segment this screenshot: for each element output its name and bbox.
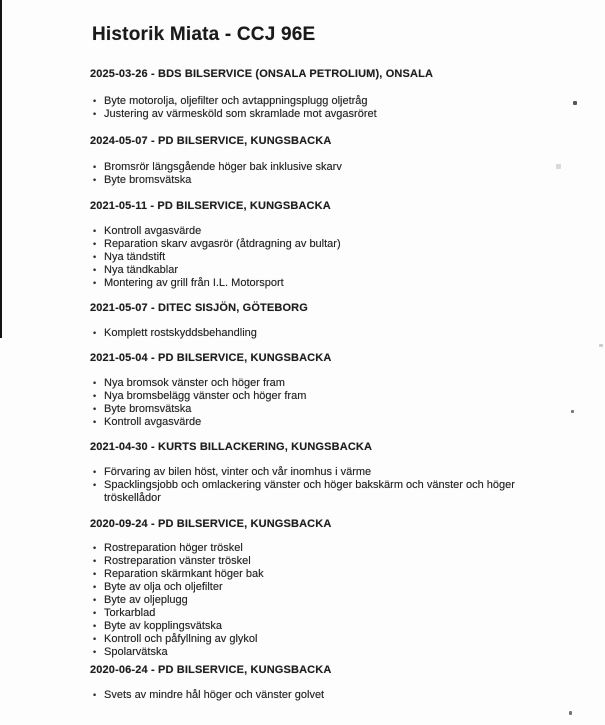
- service-item: • Justering av värmesköld som skramlade mot avgasröret: [90, 108, 522, 121]
- service-heading: 2024-05-07 - PD BILSERVICE, KUNGSBACKA: [90, 135, 332, 147]
- service-item: • Montering av grill från I.L. Motorsport: [90, 277, 522, 290]
- service-entry-2021-05-11: [90, 200, 550, 290]
- scan-speck: [569, 711, 572, 715]
- service-item: • Reparation skärmkant höger bak: [90, 568, 522, 581]
- service-entry-2020-09-24: [90, 518, 550, 659]
- service-heading: 2021-05-07 - DITEC SISJÖN, GÖTEBORG: [90, 302, 308, 314]
- service-item: • Byte av olja och oljefilter: [90, 581, 522, 594]
- service-item: • Byte bromsvätska: [90, 174, 522, 187]
- service-item: • Torkarblad: [90, 607, 522, 620]
- service-items: [90, 466, 522, 505]
- service-items: [90, 689, 522, 702]
- service-item: • Kontroll avgasvärde: [90, 416, 522, 429]
- service-item: • Spolarvätska: [90, 646, 522, 659]
- service-items: [90, 95, 522, 121]
- scan-speck: [556, 164, 561, 169]
- service-entry-2021-05-04: [90, 352, 550, 429]
- service-entry-2020-06-24: [90, 664, 550, 702]
- service-entry-2021-05-07: [90, 302, 550, 340]
- service-item: • Byte av kopplingsvätska: [90, 620, 522, 633]
- service-item: • Kontroll och påfyllning av glykol: [90, 633, 522, 646]
- service-item: • Rostreparation vänster tröskel: [90, 555, 522, 568]
- service-item: • Byte motorolja, oljefilter och avtappningsplugg oljetråg: [90, 95, 522, 108]
- service-heading: 2021-05-04 - PD BILSERVICE, KUNGSBACKA: [90, 352, 332, 364]
- service-item: • Nya bromsok vänster och höger fram: [90, 377, 522, 390]
- scan-speck: [571, 410, 574, 413]
- document-page: [90, 0, 550, 702]
- service-items: [90, 161, 522, 187]
- service-items: [90, 327, 522, 340]
- service-items: [90, 225, 522, 290]
- scan-speck: [573, 101, 577, 105]
- service-items: [90, 542, 522, 659]
- service-item: • Kontroll avgasvärde: [90, 225, 522, 238]
- service-item: • Spacklingsjobb och omlackering vänster och höger bakskärm och vänster och höger tröskellådor: [90, 479, 522, 505]
- service-item: • Nya bromsbelägg vänster och höger fram: [90, 390, 522, 403]
- service-item: • Förvaring av bilen höst, vinter och vår inomhus i värme: [90, 466, 522, 479]
- page-title: Historik Miata - CCJ 96E: [92, 24, 316, 45]
- service-item: • Rostreparation höger tröskel: [90, 542, 522, 555]
- service-entry-2021-04-30: [90, 441, 550, 505]
- service-item: • Reparation skarv avgasrör (åtdragning av bultar): [90, 238, 522, 251]
- scan-speck: [599, 344, 603, 347]
- service-item: • Komplett rostskyddsbehandling: [90, 327, 522, 340]
- service-item: • Nya tändkablar: [90, 264, 522, 277]
- service-item: • Byte av oljeplugg: [90, 594, 522, 607]
- service-item: • Nya tändstift: [90, 251, 522, 264]
- service-heading: 2020-09-24 - PD BILSERVICE, KUNGSBACKA: [90, 518, 332, 530]
- service-item: • Svets av mindre hål höger och vänster golvet: [90, 689, 522, 702]
- service-entry-2025-03-26: [90, 68, 550, 121]
- service-heading: 2025-03-26 - BDS BILSERVICE (ONSALA PETROLIUM), ONSALA: [90, 68, 434, 80]
- service-items: [90, 377, 522, 429]
- scan-edge-artifact: [0, 0, 2, 338]
- service-heading: 2021-05-11 - PD BILSERVICE, KUNGSBACKA: [90, 200, 331, 212]
- service-heading: 2021-04-30 - KURTS BILLACKERING, KUNGSBACKA: [90, 441, 373, 453]
- service-item: • Byte bromsvätska: [90, 403, 522, 416]
- service-item: • Bromsrör längsgående höger bak inklusive skarv: [90, 161, 522, 174]
- service-heading: 2020-06-24 - PD BILSERVICE, KUNGSBACKA: [90, 664, 332, 676]
- service-entry-2024-05-07: [90, 135, 550, 187]
